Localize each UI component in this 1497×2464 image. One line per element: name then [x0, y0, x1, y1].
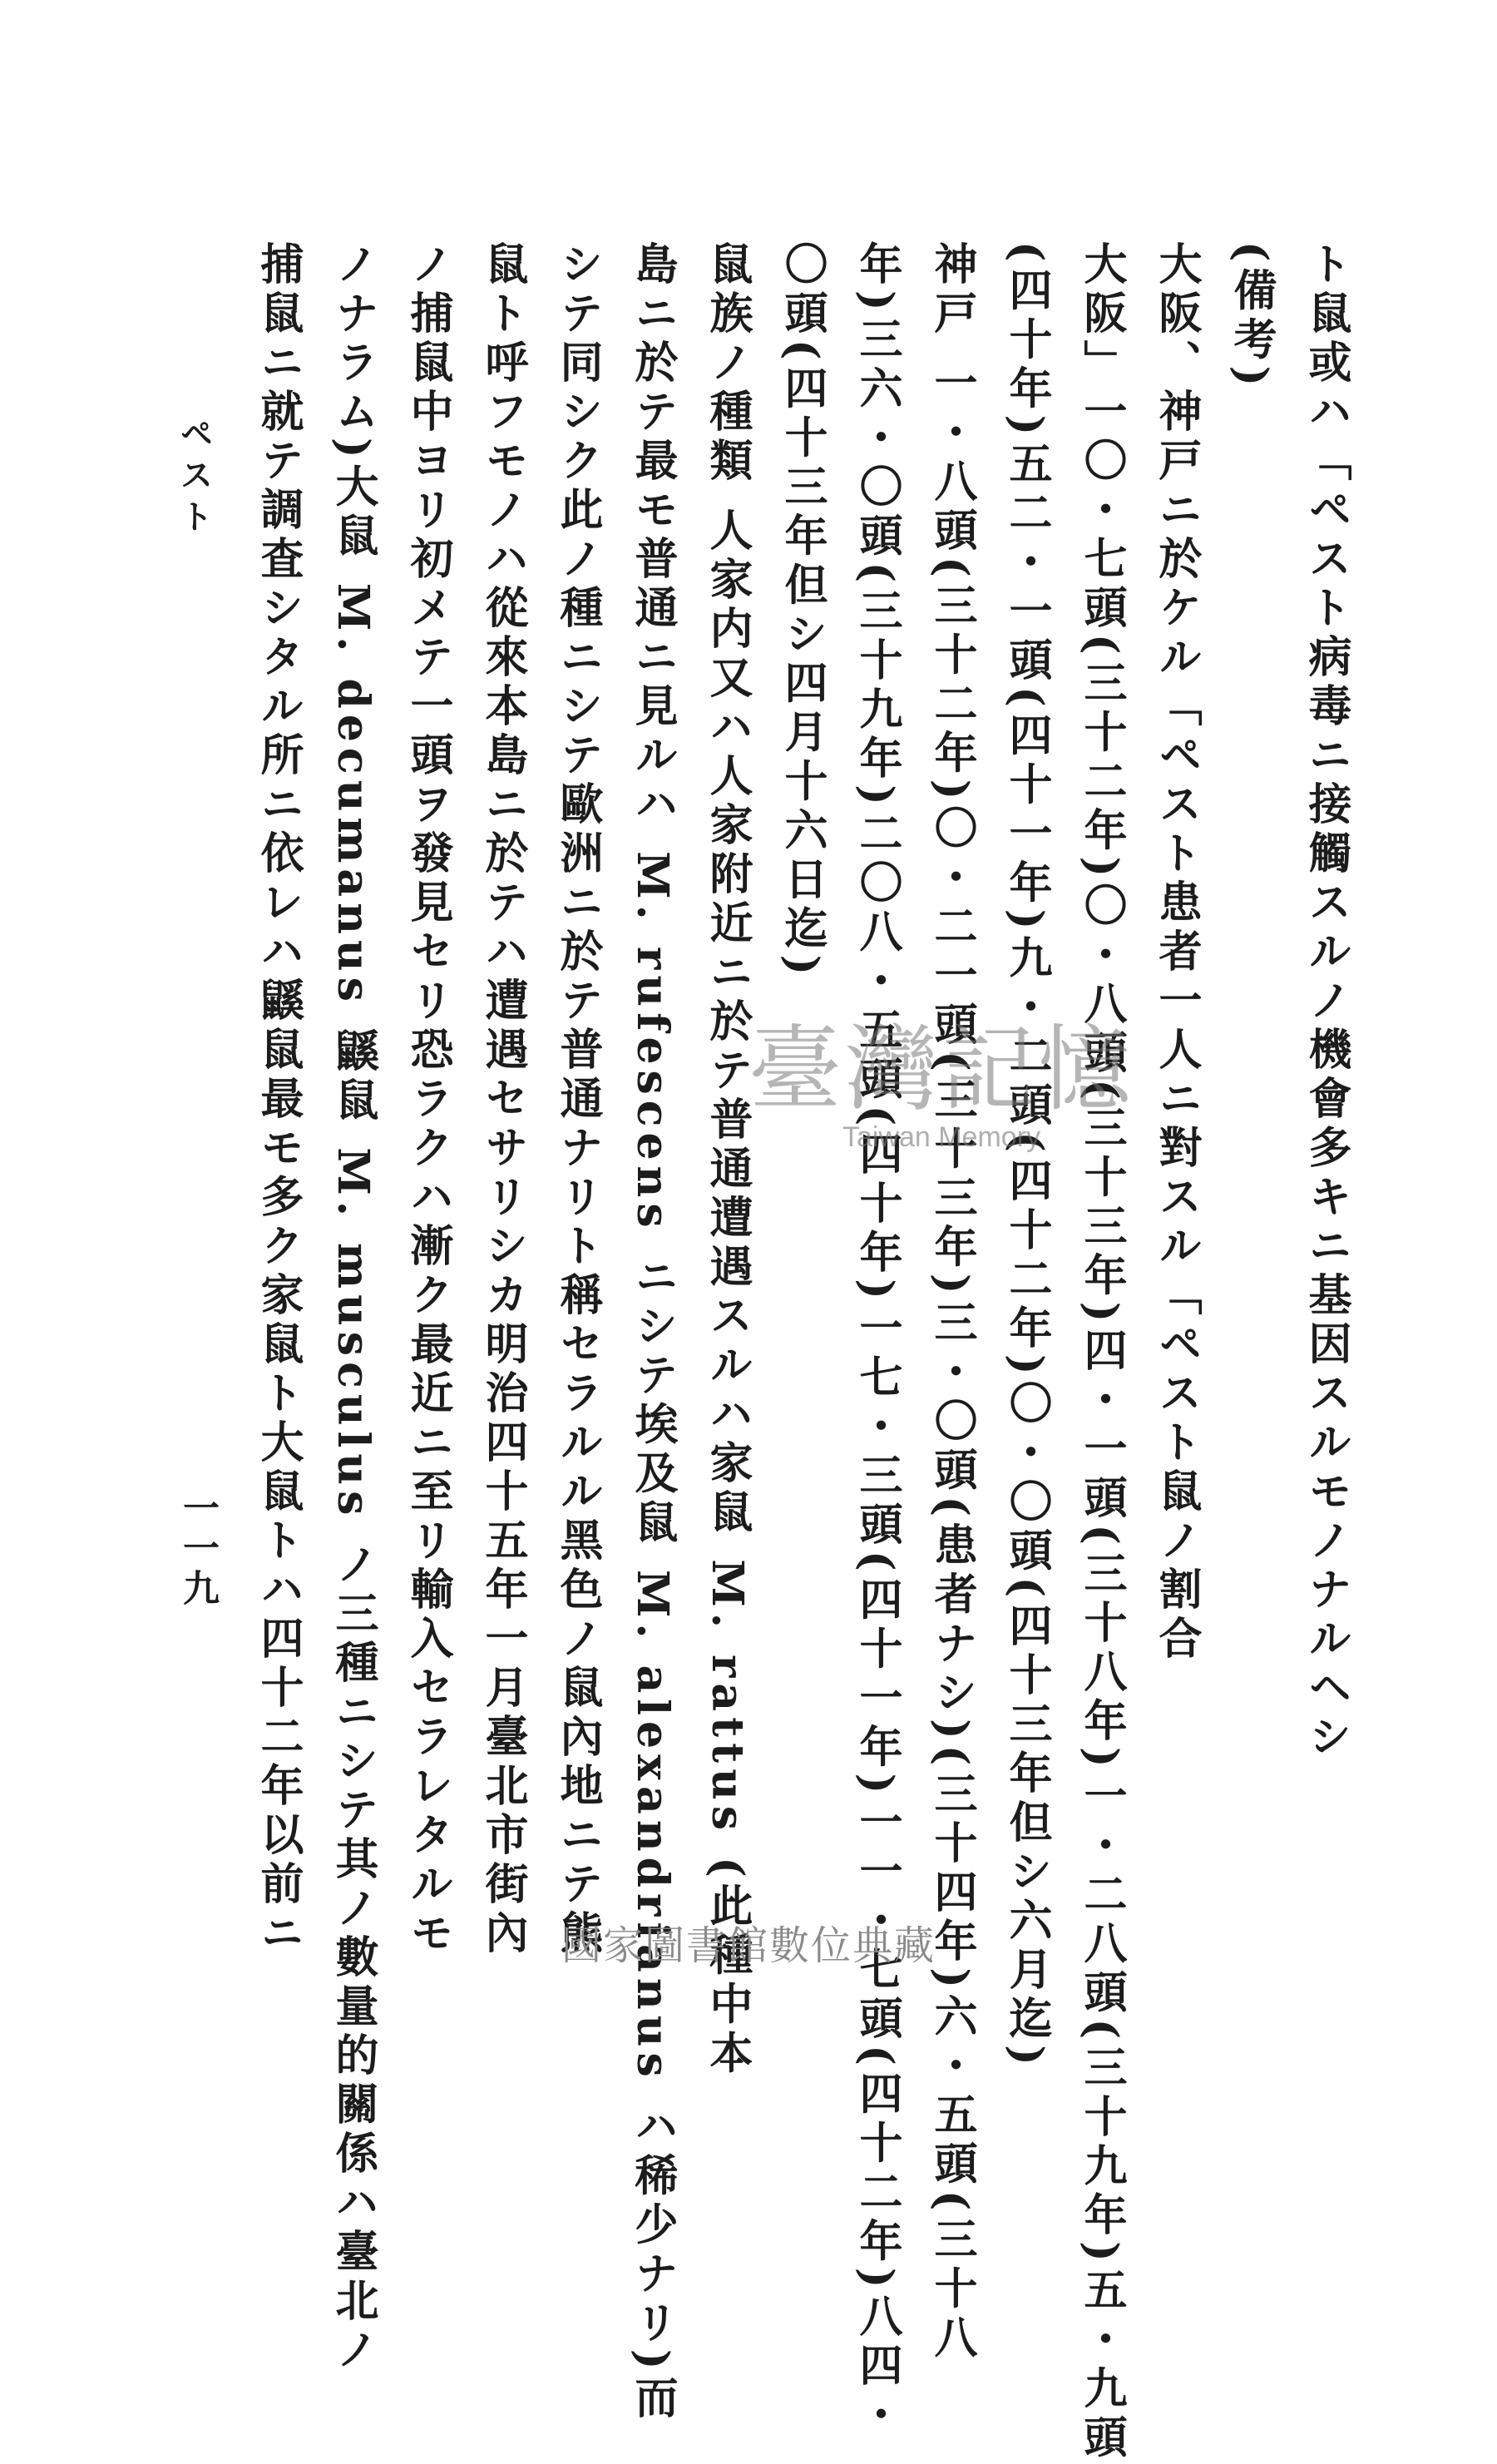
running-title: ペスト: [175, 416, 214, 541]
text-column-11: シテ同シク此ノ種ニシテ歐洲ニ於テ普通ナリト稱セラルル黑色ノ鼠內地ニテ熊: [552, 241, 603, 1959]
watermark-chinese: 臺灣記憶: [748, 1016, 1134, 1124]
text-column-5: (四十年)五二・一頭(四十一年)九・二頭(四十二年)〇・〇頭(四十三年但シ六月迄): [1001, 241, 1052, 2071]
text-column-14: ノナラム)大鼠 M. decumanus 鼷鼠 M. musculus ノ三種ニシテ其ノ數量的關係ハ臺北ノ: [328, 241, 378, 2377]
text-column-10: 島ニ於テ最モ普通ニ見ルハ M. rufescens ニシテ埃及鼠 M. alexandrianus ハ稀少ナリ)而: [627, 241, 678, 2425]
text-column-3: 大阪、神戸ニ於ケル「ペスト患者一人ニ對スル「ペスト鼠ノ割合: [1151, 241, 1202, 1665]
text-column-2: (備考): [1226, 241, 1277, 393]
text-column-1: ト鼠或ハ「ペスト病毒ニ接觸スルノ機會多キニ基因スルモノナルヘシ: [1301, 241, 1351, 1763]
page-number: 一一九: [176, 1489, 219, 1609]
text-column-12: 鼠ト呼フモノハ從來本島ニ於テハ遭遇セサリシカ明治四十五年一月臺北市街內: [477, 241, 528, 1959]
text-column-4: 大阪」一〇・七頭(三十二年)〇・八頭(三十三年)四・一頭(三十八年)一・二八頭(三十九年)五・九頭: [1076, 241, 1127, 2464]
watermark: [748, 1016, 1134, 1154]
text-column-7: 年)三六・〇頭(三十九年)二〇八・五頭(四十年)一七・三頭(四十一年)一一・七頭(四十二年)八四・: [852, 241, 902, 2442]
footer-credit: 國家圖書館數位典藏: [561, 1922, 936, 1969]
watermark-english: Taiwan Memory: [842, 1121, 1041, 1153]
text-column-15: 捕鼠ニ就テ調査シタル所ニ依レハ鼷鼠最モ多ク家鼠ト大鼠トハ四十二年以前ニ: [253, 241, 304, 1959]
text-column-6: 神戸 一・八頭(三十二年)〇・二一頭(三十三年)三・〇頭(患者ナシ)(三十四年)六・五頭(三十八: [926, 241, 977, 2364]
text-column-9: 鼠族ノ種類 人家内又ハ人家附近ニ於テ普通遭遇スルハ家鼠 M. rattus (此種中本: [702, 241, 753, 2080]
text-column-13: ノ捕鼠中ヨリ初メテ一頭ヲ發見セリ恐ラクハ漸ク最近ニ至リ輸入セラレタルモ: [403, 241, 453, 1959]
text-column-8: 〇頭(四十三年但シ四月十六日迄): [777, 241, 828, 982]
